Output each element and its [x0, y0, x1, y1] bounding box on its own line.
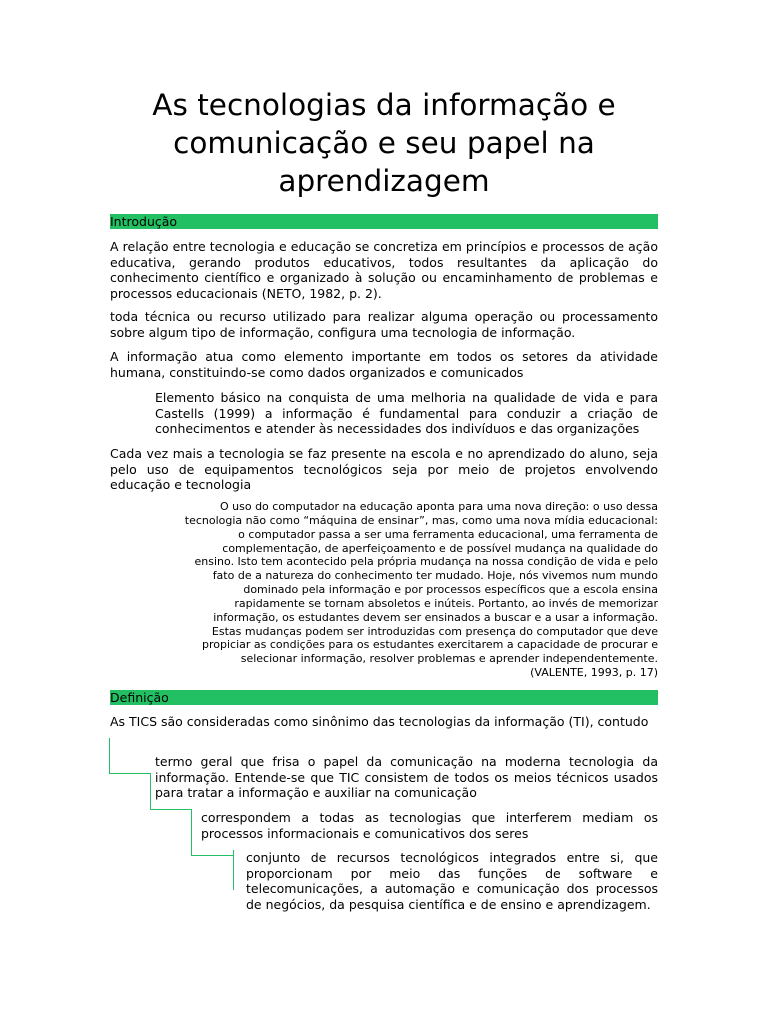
- section-heading-introducao: Introdução: [110, 214, 658, 229]
- tree-connector-vertical-1: [109, 738, 110, 774]
- block-quote: [148, 500, 658, 680]
- quote-line: selecionar informação, resolver problemas e aprender independentemente.: [240, 652, 658, 666]
- quote-line: informação, os estudantes devem ser ensinados a buscar e a usar a informação.: [213, 610, 658, 624]
- quote-line: propiciar as condições para os estudantes exercitarem a capacidade de procurar e: [202, 638, 658, 652]
- intro-paragraph-4: Cada vez mais a tecnologia se faz presente na escola e no aprendizado do aluno, seja pelo uso de equipamentos tecnológicos seja por meio de projetos envolvendo educação e tecnologia: [110, 446, 658, 492]
- quote-line: dominado pela informação e por processos específicos que a escola ensina: [243, 583, 658, 597]
- intro-paragraph-1: A relação entre tecnologia e educação se concretiza em princípios e processos de ação educativa, gerando produtos educativos, todos resultantes da aplicação do conhecimento científico e organizado à solução ou encaminhamento de problemas e processos educacionais (NETO, 1982, p. 2).: [110, 239, 658, 301]
- quote-line: ensino. Isto tem acontecido pela própria mudança na nossa condição de vida e pelo: [194, 555, 658, 569]
- tree-connector-vertical-3: [191, 809, 192, 856]
- tree-connector-horizontal-3: [191, 855, 233, 856]
- intro-paragraph-3: A informação atua como elemento importante em todos os setores da atividade humana, constituindo-se como dados organizados e comunicados: [110, 349, 658, 380]
- definition-tree-item-1: termo geral que frisa o papel da comunicação na moderna tecnologia da informação. Entende-se que TIC consistem de todos os meios técnicos usados para tratar a informação e auxiliar na comunicação: [155, 754, 658, 800]
- section-heading-definicao: Definição: [110, 690, 658, 705]
- definition-tree-item-2: correspondem a todas as tecnologias que interferem mediam os processos informacionais e comunicativos dos seres: [201, 810, 658, 841]
- intro-indented-paragraph: Elemento básico na conquista de uma melhoria na qualidade de vida e para Castells (1999) a informação é fundamental para conduzir a criação de conhecimentos e atender às necessidades dos indivíduos e das organizações: [155, 390, 658, 436]
- tree-connector-horizontal-2: [150, 809, 191, 810]
- definition-tree-item-3: conjunto de recursos tecnológicos integrados entre si, que proporcionam por meio das funções de software e telecomunicações, a automação e comunicação dos processos de negócios, da pesquisa científica e de ensino e aprendizagem.: [246, 850, 658, 912]
- quote-citation: (VALENTE, 1993, p. 17): [530, 666, 658, 680]
- quote-line: rapidamente se tornam absoletos e inúteis. Portanto, ao invés de memorizar: [234, 596, 658, 610]
- quote-line: complementação, de aperfeiçoamento e de possível mudança na qualidade do: [222, 541, 658, 555]
- definition-paragraph: As TICS são consideradas como sinônimo das tecnologias da informação (TI), contudo: [110, 714, 649, 729]
- quote-line: o computador passa a ser uma ferramenta educacional, uma ferramenta de: [238, 527, 658, 541]
- quote-line: fato de a natureza do conhecimento ter mudado. Hoje, nós vivemos num mundo: [212, 569, 658, 583]
- tree-connector-vertical-2: [150, 773, 151, 809]
- page-title: As tecnologias da informação e comunicação e seu papel na aprendizagem: [152, 88, 616, 198]
- tree-connector-vertical-4: [233, 850, 234, 890]
- quote-line: tecnologia não como “máquina de ensinar”, mas, como uma nova mídia educacional:: [184, 513, 658, 527]
- quote-line: O uso do computador na educação aponta para uma nova direção: o uso dessa: [219, 500, 658, 513]
- intro-paragraph-2: toda técnica ou recurso utilizado para realizar alguma operação ou processamento sobre algum tipo de informação, configura uma tecnologia de informação.: [110, 309, 658, 340]
- quote-line: Estas mudanças podem ser introduzidas com presença do computador que deve: [211, 624, 658, 638]
- tree-connector-horizontal-1: [109, 773, 150, 774]
